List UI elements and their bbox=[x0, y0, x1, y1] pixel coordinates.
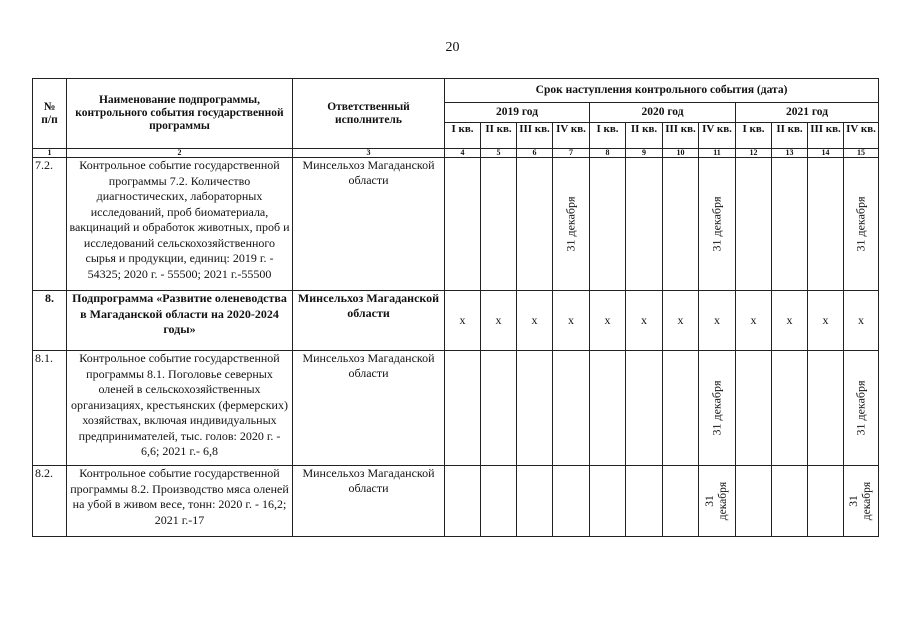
date-cell bbox=[517, 466, 553, 537]
date-cell bbox=[699, 158, 736, 291]
date-cell bbox=[808, 351, 844, 466]
header-year-2021: 2021 год bbox=[736, 103, 879, 123]
date-cell bbox=[772, 158, 808, 291]
header-col-exec: Ответственный исполнитель bbox=[293, 79, 445, 149]
date-cell bbox=[626, 351, 663, 466]
date-cell bbox=[481, 351, 517, 466]
header-col-name: Наименование подпрограммы, контрольного события государственной программы bbox=[67, 79, 293, 149]
column-number: 15 bbox=[844, 149, 879, 158]
date-cell bbox=[445, 466, 481, 537]
date-text: 31 декабря bbox=[709, 380, 724, 436]
column-number: 4 bbox=[445, 149, 481, 158]
date-cell bbox=[553, 351, 590, 466]
column-number: 9 bbox=[626, 149, 663, 158]
date-text: 31 декабря bbox=[853, 380, 868, 436]
date-cell bbox=[736, 351, 772, 466]
column-number: 7 bbox=[553, 149, 590, 158]
date-cell bbox=[553, 158, 590, 291]
column-number: 10 bbox=[663, 149, 699, 158]
quarter-header: II кв. bbox=[481, 123, 517, 149]
date-cell bbox=[626, 158, 663, 291]
quarter-header: I кв. bbox=[590, 123, 626, 149]
column-number: 8 bbox=[590, 149, 626, 158]
date-cell bbox=[590, 351, 626, 466]
x-mark: x bbox=[736, 291, 772, 351]
column-number: 5 bbox=[481, 149, 517, 158]
event-name: Контрольное событие государственной программы 8.2. Производство мяса оленей на убой в живом весе, тонн: 2020 г. - 16,2; 2021 г.-17 bbox=[67, 466, 293, 537]
date-cell bbox=[844, 351, 879, 466]
quarter-header: I кв. bbox=[445, 123, 481, 149]
date-cell bbox=[699, 466, 736, 537]
date-text: 31 декабря bbox=[563, 196, 578, 252]
x-mark: x bbox=[445, 291, 481, 351]
control-events-table bbox=[32, 78, 879, 537]
date-cell bbox=[772, 466, 808, 537]
quarter-header: III кв. bbox=[808, 123, 844, 149]
quarter-header: IV кв. bbox=[553, 123, 590, 149]
quarter-header: IV кв. bbox=[844, 123, 879, 149]
executor: Минсельхоз Магаданской области bbox=[293, 466, 445, 537]
column-number: 3 bbox=[293, 149, 445, 158]
executor: Минсельхоз Магаданской области bbox=[293, 291, 445, 351]
header-col-term: Срок наступления контрольного события (дата) bbox=[445, 79, 879, 103]
x-mark: x bbox=[626, 291, 663, 351]
date-cell bbox=[808, 466, 844, 537]
executor: Минсельхоз Магаданской области bbox=[293, 351, 445, 466]
column-number-row bbox=[33, 149, 879, 158]
date-text: 31 декабря bbox=[709, 196, 724, 252]
column-number: 1 bbox=[33, 149, 67, 158]
executor: Минсельхоз Магаданской области bbox=[293, 158, 445, 291]
quarter-header: II кв. bbox=[772, 123, 808, 149]
quarter-header: III кв. bbox=[517, 123, 553, 149]
page-number: 20 bbox=[445, 40, 460, 55]
date-cell bbox=[844, 158, 879, 291]
event-name: Контрольное событие государственной программы 8.1. Поголовье северных оленей в сельскохозяйственных организациях, крестьянских (фермерских) хозяйствах, включая индивидуальных предпринимателей, тыс. голов: 2020 г. - 6,6; 2021 г.- 6,8 bbox=[67, 351, 293, 466]
subprogram-name: Подпрограмма «Развитие оленеводства в Магаданской области на 2020-2024 годы» bbox=[67, 291, 293, 351]
x-mark: x bbox=[699, 291, 736, 351]
date-cell bbox=[553, 466, 590, 537]
date-text: 31 декабря bbox=[704, 481, 729, 521]
date-cell bbox=[663, 351, 699, 466]
row-number: 8.1. bbox=[33, 351, 67, 466]
date-cell bbox=[517, 158, 553, 291]
x-mark: x bbox=[772, 291, 808, 351]
column-number: 14 bbox=[808, 149, 844, 158]
date-cell bbox=[772, 351, 808, 466]
date-cell bbox=[445, 351, 481, 466]
quarter-header: III кв. bbox=[663, 123, 699, 149]
x-mark: x bbox=[481, 291, 517, 351]
date-cell bbox=[663, 466, 699, 537]
row-number: 8. bbox=[33, 291, 67, 351]
date-cell bbox=[736, 158, 772, 291]
table-row bbox=[33, 351, 879, 466]
x-mark: x bbox=[663, 291, 699, 351]
date-cell bbox=[844, 466, 879, 537]
x-mark: x bbox=[808, 291, 844, 351]
x-mark: x bbox=[590, 291, 626, 351]
header-col-no bbox=[33, 79, 67, 149]
x-mark: x bbox=[844, 291, 879, 351]
date-text: 31 декабря bbox=[853, 196, 868, 252]
date-cell bbox=[736, 466, 772, 537]
quarter-header: IV кв. bbox=[699, 123, 736, 149]
table-row bbox=[33, 158, 879, 291]
date-cell bbox=[663, 158, 699, 291]
date-cell bbox=[517, 351, 553, 466]
event-name: Контрольное событие государственной программы 7.2. Количество диагностических, лабораторных исследований, проб биоматериала, вакцинаций и обработок животных, проб и исследований сельскохозяйственного сырья и продукции, единиц: 2019 г. - 54325; 2020 г. - 55500; 2021 г.-55500 bbox=[67, 158, 293, 291]
date-cell bbox=[445, 158, 481, 291]
x-mark: x bbox=[517, 291, 553, 351]
table-row bbox=[33, 466, 879, 537]
x-mark: x bbox=[553, 291, 590, 351]
row-number: 7.2. bbox=[33, 158, 67, 291]
date-cell bbox=[481, 466, 517, 537]
column-number: 2 bbox=[67, 149, 293, 158]
table-row bbox=[33, 291, 879, 351]
header-row-1 bbox=[33, 79, 879, 103]
date-cell bbox=[590, 158, 626, 291]
header-year-2020: 2020 год bbox=[590, 103, 736, 123]
column-number: 13 bbox=[772, 149, 808, 158]
header-year-2019: 2019 год bbox=[445, 103, 590, 123]
date-cell bbox=[590, 466, 626, 537]
date-cell bbox=[699, 351, 736, 466]
quarter-header: I кв. bbox=[736, 123, 772, 149]
column-number: 11 bbox=[699, 149, 736, 158]
date-cell bbox=[626, 466, 663, 537]
column-number: 12 bbox=[736, 149, 772, 158]
date-text: 31 декабря bbox=[848, 481, 874, 521]
quarter-header: II кв. bbox=[626, 123, 663, 149]
date-cell bbox=[808, 158, 844, 291]
column-number: 6 bbox=[517, 149, 553, 158]
row-number: 8.2. bbox=[33, 466, 67, 537]
header-no-label: № п/п bbox=[41, 100, 58, 126]
date-cell bbox=[481, 158, 517, 291]
